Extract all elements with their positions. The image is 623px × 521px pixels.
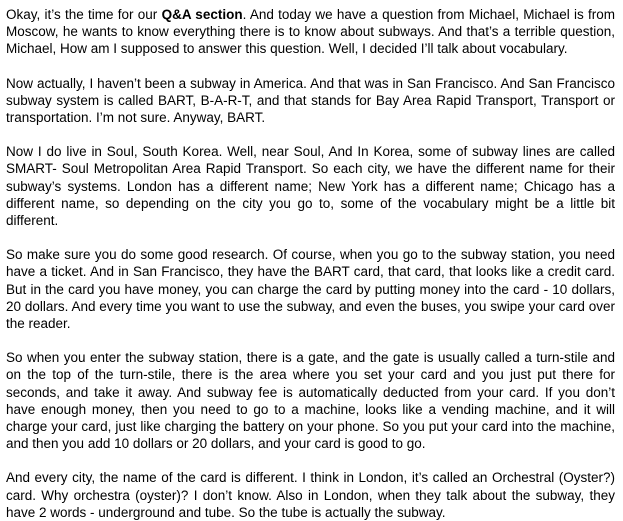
intro-lead-text: Okay, it’s the time for our [6, 7, 162, 22]
paragraph-bart: Now actually, I haven’t been a subway in America. And that was in San Francisco. And San Francisco subway system is called BART, B-A-R-T, and that stands for Bay Area Rapid Transport, Transport or transportation. I’m not sure. Anyway, BART. [6, 75, 615, 126]
paragraph-intro [6, 6, 615, 58]
intro-rest-text: . And today we have a question from Michael, Michael is from Moscow, he wants to know everything there is to know about subways. And that’s a terrible question, Michael, How am I supposed to answer this question. Well, I decided I’ll talk about vocabulary. [6, 7, 615, 57]
paragraph-korea: Now I do live in Soul, South Korea. Well, near Soul, And In Korea, some of subway lines are called SMART- Soul Metropolitan Area Rapid Transport. So each city, we have the different name for their subway’s systems. London has a different name; New York has a different name; Chicago has a different name, so depending on the city you go to, some of the vocabulary might be a little bit different. [6, 144, 615, 229]
qa-section-heading: Q&A section [161, 7, 243, 22]
paragraph-turnstile: So when you enter the subway station, there is a gate, and the gate is usually called a turn-stile and on the top of the turn-stile, there is the area where you set your card and you just put there for seconds, and take it away. And subway fee is automatically deducted from your card. If you don’t have enough money, then you need to go to a machine, looks like a vending machine, and it will charge your card, just like charging the battery on your phone. So you put your card into the machine, and then you add 10 dollars or 20 dollars, and your card is good to go. [6, 350, 615, 452]
paragraph-london: And every city, the name of the card is different. I think in London, it’s called an Orchestral (Oyster?) card. Why orchestra (oyster)? I don’t know. Also in London, when they talk about the subway, they have 2 words - underground and tube. So the tube is actually the subway. [6, 470, 615, 520]
paragraph-ticket: So make sure you do some good research. Of course, when you go to the subway station, you need have a ticket. And in San Francisco, they have the BART card, that card, that looks like a credit card. But in the card you have money, you can charge the card by putting money into the card - 10 dollars, 20 dollars. And every time you want to use the subway, and even the buses, you swipe your card over the reader. [6, 247, 615, 332]
